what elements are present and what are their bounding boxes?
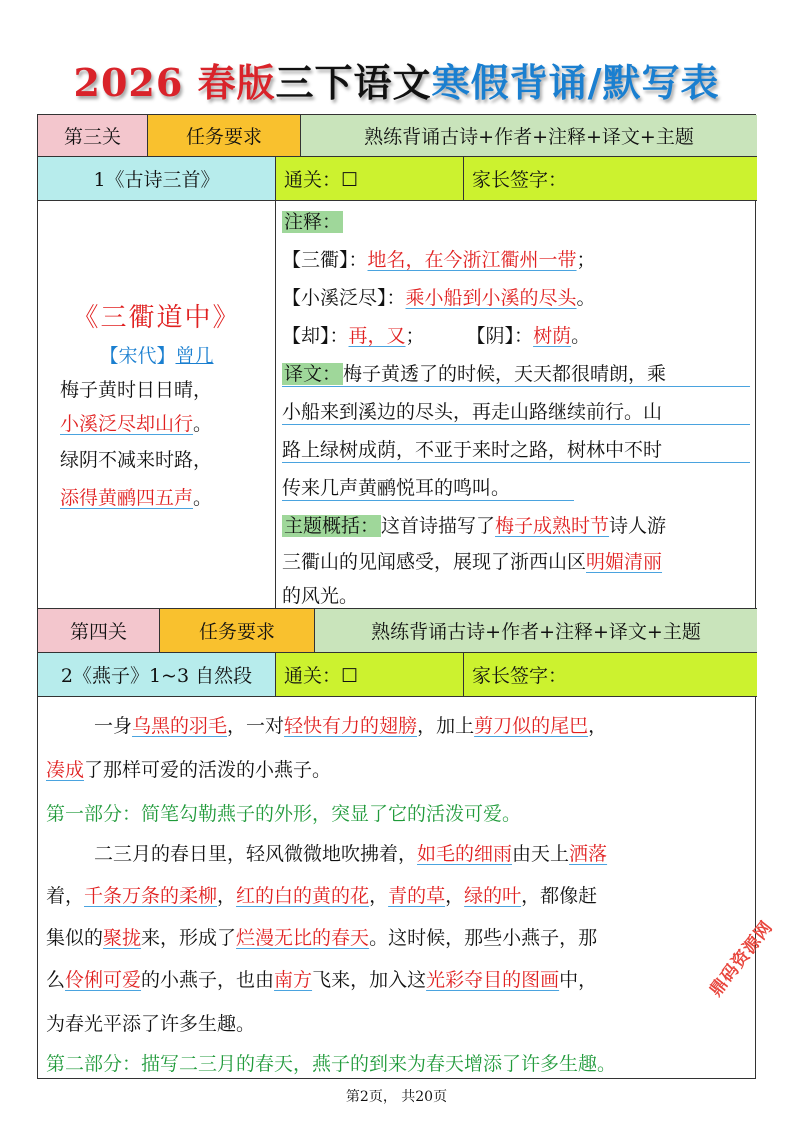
- note-1: [282, 245, 596, 272]
- translation-line-4: 传来几声黄鹂悦耳的鸣叫。: [282, 473, 574, 501]
- text-6e: 飞来，加入这: [312, 969, 427, 991]
- note-2-definition: 乘小船到小溪的尽头: [405, 287, 577, 309]
- note-4-definition: 树荫: [533, 325, 572, 347]
- title-year-edition: 2026 春版: [73, 60, 276, 105]
- text-4b: 千条万条的柔柳: [84, 885, 218, 907]
- text-1a: 一身: [94, 715, 133, 737]
- level3-lesson: 1《古诗三首》: [38, 157, 276, 201]
- text-5c: 来，形成了: [141, 927, 237, 949]
- level4-label: 第四关: [38, 609, 160, 653]
- poem-line-3: 绿阴不减来时路，: [60, 449, 213, 471]
- level3-parent-signature[interactable]: 家长签字：: [464, 157, 757, 201]
- text-3d: 洒落: [569, 843, 608, 865]
- text-line-5: [46, 923, 597, 950]
- note-2: [282, 283, 596, 310]
- text-6c: 的小燕子，也由: [141, 969, 275, 991]
- translation-label: 译文：: [284, 363, 342, 385]
- text-5b: 聚拢: [103, 927, 142, 949]
- poem-line-4: [60, 483, 260, 510]
- note-1-end: ；: [576, 249, 596, 271]
- text-line-4: [46, 881, 597, 908]
- text-line-2: [46, 755, 331, 782]
- text-1f: 剪刀似的尾巴: [474, 715, 589, 737]
- notes-label-tag: 注释：: [284, 211, 342, 233]
- note-2-term: 【小溪泛尽】：: [282, 287, 406, 309]
- level3-label: 第三关: [38, 115, 148, 157]
- text-line-3: [94, 839, 607, 866]
- poem-author: 曾几: [175, 345, 214, 367]
- text-line-7: 为春光平添了许多生趣。: [46, 1013, 256, 1035]
- poem-line-4-highlight: 添得黄鹂四五声: [60, 487, 194, 509]
- text-6a: 么: [46, 969, 66, 991]
- title-grade-subject: 三下语文: [275, 60, 432, 105]
- text-1d: 轻快有力的翅膀: [284, 715, 418, 737]
- poem-dynasty: 【宋代】: [99, 345, 176, 367]
- poem-author-line: [38, 341, 275, 368]
- text-6d: 南方: [274, 969, 313, 991]
- text-3a: 二三月的春日里，轻风微微地吹拂着，: [94, 843, 418, 865]
- text-2b: 了那样可爱的活泼的小燕子。: [84, 759, 332, 781]
- watermark: 鼎码资源网: [705, 917, 778, 1001]
- poem-title: 《三衢道中》: [72, 303, 241, 333]
- theme-highlight-1: 梅子成熟时节: [495, 515, 610, 537]
- theme-text-a: 这首诗描写了: [381, 515, 496, 537]
- poem-line-2-highlight: 小溪泛尽却山行: [60, 413, 194, 435]
- text-5a: 集似的: [46, 927, 104, 949]
- text-line-1: [94, 711, 607, 738]
- text-4i: ，都像赶: [521, 885, 598, 907]
- text-6b: 伶俐可爱: [65, 969, 142, 991]
- level3-pass-checkbox[interactable]: 通关：☐: [276, 157, 464, 201]
- part-1-summary: 第一部分：简笔勾勒燕子的外形，突显了它的活泼可爱。: [46, 803, 522, 825]
- text-4c: ，: [217, 885, 237, 907]
- theme-line-2: [282, 547, 662, 574]
- text-5e: 。这时候，那些小燕子，那: [369, 927, 598, 949]
- poem-line-1: 梅子黄时日日晴，: [60, 379, 213, 401]
- theme-text-c: 三衢山的见闻感受，展现了浙西山区: [282, 551, 587, 573]
- note-3-definition: 再，又: [348, 325, 406, 347]
- level4-pass-checkbox[interactable]: 通关：☐: [276, 653, 464, 697]
- poem-line-2: [60, 409, 260, 436]
- theme-line-3: 的风光。: [282, 585, 359, 607]
- page-footer: 第2页， 共20页: [345, 1089, 448, 1105]
- note-2-end: 。: [576, 287, 596, 309]
- note-1-term: 【三衢】：: [282, 249, 368, 271]
- level4-lesson: 2《燕子》1~3 自然段: [38, 653, 276, 697]
- text-5d: 烂漫无比的春天: [236, 927, 370, 949]
- level4-task: 熟练背诵古诗+作者+注释+译文+主题: [315, 609, 757, 653]
- note-3-end: ；: [405, 325, 425, 347]
- text-1e: ，加上: [417, 715, 475, 737]
- theme-label: 主题概括：: [284, 515, 380, 537]
- text-6g: 中，: [559, 969, 598, 991]
- note-4-end: 。: [571, 325, 591, 347]
- text-3c: 由天上: [512, 843, 570, 865]
- theme-highlight-2: 明媚清丽: [586, 551, 663, 573]
- text-4a: 着，: [46, 885, 85, 907]
- level4-parent-signature[interactable]: 家长签字：: [464, 653, 757, 697]
- note-3: [282, 321, 590, 348]
- theme-text-b: 诗人游: [609, 515, 667, 537]
- page-title: [0, 52, 793, 107]
- text-4d: 红的白的黄的花: [236, 885, 370, 907]
- translation-line-3: 路上绿树成荫，不亚于来时之路，树林中不时: [282, 435, 750, 463]
- note-3-term: 【却】：: [282, 325, 349, 347]
- text-2a: 凑成: [46, 759, 85, 781]
- translation-line-1: [282, 359, 750, 387]
- text-line-6: [46, 965, 597, 992]
- text-4h: 绿的叶: [464, 885, 522, 907]
- text-1b: 乌黑的羽毛: [132, 715, 228, 737]
- translation-line-2: 小船来到溪边的尽头，再走山路继续前行。山: [282, 397, 750, 425]
- text-4g: ，: [445, 885, 465, 907]
- note-4-term: 【阴】：: [466, 325, 534, 347]
- text-1c: ，一对: [227, 715, 285, 737]
- level4-task-label: 任务要求: [160, 609, 315, 653]
- note-1-definition: 地名，在今浙江衢州一带: [367, 249, 577, 271]
- title-task-type: 寒假背诵/默写表: [431, 60, 720, 105]
- text-3b: 如毛的细雨: [417, 843, 513, 865]
- text-4e: ，: [369, 885, 389, 907]
- poem-line-2-end: 。: [193, 413, 213, 435]
- worksheet-table: [37, 114, 756, 1079]
- text-6f: 光彩夺目的图画: [426, 969, 560, 991]
- text-1g: ，: [588, 715, 608, 737]
- part-2-summary: 第二部分：描写二三月的春天，燕子的到来为春天增添了许多生趣。: [46, 1053, 617, 1075]
- notes-panel: [276, 201, 757, 609]
- notes-label: [282, 207, 343, 234]
- poem-panel: [38, 201, 276, 609]
- level3-task: 熟练背诵古诗+作者+注释+译文+主题: [301, 115, 757, 157]
- level3-task-label: 任务要求: [148, 115, 301, 157]
- poem-line-4-end: 。: [193, 487, 213, 509]
- theme-line-1: [282, 511, 666, 538]
- translation-text-1: 梅子黄透了的时候，天天都很晴朗，乘: [343, 363, 667, 385]
- text-4f: 青的草: [388, 885, 446, 907]
